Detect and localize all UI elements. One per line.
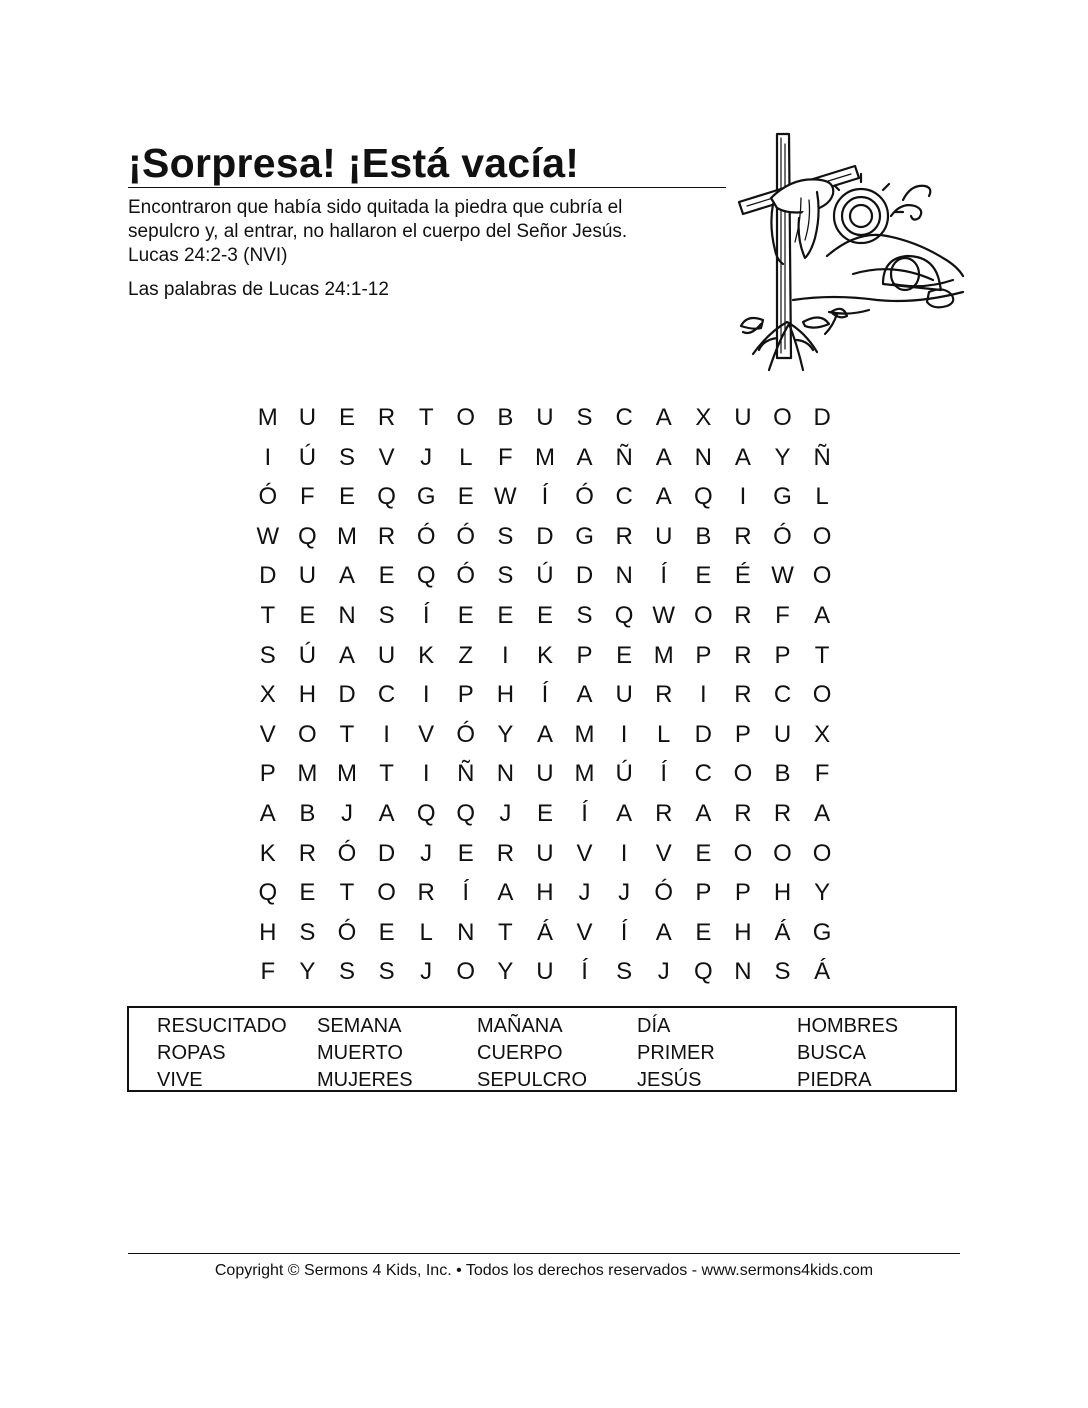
- grid-letter: D: [694, 720, 712, 748]
- grid-letter: H: [259, 918, 277, 946]
- grid-letter: Q: [416, 799, 436, 827]
- grid-letter: X: [695, 404, 712, 431]
- grid-letter: J: [420, 958, 433, 986]
- grid-letter: L: [419, 918, 433, 946]
- grid-letter: C: [694, 760, 712, 788]
- grid-letter: L: [459, 443, 473, 471]
- grid-letter: U: [377, 641, 396, 669]
- grid-letter: N: [338, 601, 356, 629]
- word-list-item: HOMBRES: [797, 1015, 899, 1037]
- cross-and-tomb-illustration: [733, 124, 965, 374]
- grid-letter: P: [259, 760, 276, 788]
- word-list-item: MUJERES: [317, 1069, 413, 1091]
- grid-letter: T: [498, 918, 513, 946]
- grid-letter: U: [298, 562, 317, 590]
- grid-letter: E: [695, 918, 712, 946]
- sun-icon: [833, 174, 903, 243]
- grid-letter: R: [417, 879, 435, 907]
- grid-letter: A: [378, 799, 395, 827]
- grid-letter: Q: [693, 483, 713, 511]
- grid-letter: V: [576, 839, 593, 867]
- word-list-item: DÍA: [637, 1015, 671, 1037]
- grid-letter: R: [655, 799, 673, 827]
- grid-letter: Q: [377, 483, 396, 511]
- grid-row: [248, 438, 848, 478]
- grid-letter: A: [576, 443, 593, 471]
- grid-letter: E: [695, 562, 712, 590]
- word-list-item: ROPAS: [157, 1042, 226, 1064]
- grid-row: [248, 398, 848, 438]
- grid-letter: A: [259, 799, 276, 827]
- grid-letter: K: [418, 641, 435, 669]
- grid-letter: E: [338, 404, 355, 431]
- grid-letter: R: [496, 839, 515, 867]
- grid-letter: Q: [693, 958, 713, 986]
- grid-letter: R: [734, 641, 752, 669]
- grid-letter: E: [378, 918, 395, 946]
- grid-letter: Í: [660, 760, 668, 788]
- grid-letter: C: [615, 483, 633, 511]
- grid-letter: E: [457, 601, 474, 629]
- grid-letter: Q: [456, 799, 476, 827]
- grid-letter: B: [695, 522, 712, 550]
- word-list-item: MUERTO: [317, 1042, 403, 1064]
- grid-letter: P: [576, 641, 593, 669]
- grid-letter: A: [734, 443, 751, 471]
- grid-letter: Í: [581, 958, 588, 986]
- grid-letter: Í: [620, 918, 628, 946]
- grid-letter: S: [497, 562, 514, 590]
- verse-line: Encontraron que había sido quitada la piedra que cubría el: [128, 197, 623, 218]
- grid-letter: E: [695, 839, 712, 867]
- grid-letter: V: [655, 839, 672, 867]
- grid-letter: T: [339, 879, 355, 907]
- grid-letter: O: [773, 839, 792, 867]
- grid-letter: U: [773, 720, 792, 748]
- grid-letter: Á: [536, 918, 553, 946]
- grid-letter: S: [299, 918, 316, 946]
- word-list-item: BUSCA: [797, 1042, 866, 1064]
- grid-letter: Ó: [456, 720, 476, 748]
- grid-letter: D: [575, 562, 594, 590]
- grid-letter: J: [578, 879, 591, 907]
- grid-letter: M: [574, 760, 595, 788]
- grid-letter: Ú: [298, 443, 317, 471]
- passage-subtitle: Las palabras de Lucas 24:1-12: [128, 279, 389, 300]
- grid-letter: Ó: [456, 562, 476, 590]
- grid-letter: I: [264, 443, 272, 471]
- grid-row: [248, 477, 848, 517]
- grid-letter: G: [812, 918, 832, 946]
- grid-letter: O: [693, 601, 713, 629]
- grid-letter: A: [814, 601, 831, 629]
- grid-letter: Y: [497, 720, 514, 748]
- word-list-column: [317, 1013, 477, 1094]
- grid-letter: A: [655, 443, 672, 471]
- grid-letter: V: [259, 720, 276, 748]
- grid-letter: F: [498, 443, 513, 471]
- grid-letter: C: [377, 681, 396, 709]
- grid-letter: Ó: [773, 522, 792, 550]
- grid-letter: O: [298, 720, 317, 748]
- grid-row: [248, 596, 848, 636]
- grid-letter: S: [616, 958, 633, 986]
- word-list-item: JESÚS: [637, 1069, 702, 1091]
- grid-row: [248, 834, 848, 874]
- grid-letter: Q: [258, 879, 278, 907]
- grid-letter: Y: [299, 958, 316, 986]
- grid-letter: Ú: [298, 641, 317, 669]
- grid-letter: G: [773, 483, 792, 511]
- grid-letter: E: [536, 799, 553, 827]
- grid-letter: M: [257, 404, 278, 431]
- grid-row: [248, 754, 848, 794]
- grid-letter: U: [536, 839, 554, 867]
- grid-letter: I: [620, 720, 628, 748]
- grid-letter: Z: [458, 641, 474, 669]
- grid-letter: A: [616, 799, 633, 827]
- grid-letter: T: [379, 760, 394, 788]
- word-list-item: MAÑANA: [477, 1015, 563, 1037]
- grid-letter: D: [377, 839, 396, 867]
- grid-letter: E: [616, 641, 633, 669]
- grid-letter: Ñ: [615, 443, 633, 471]
- grid-row: [248, 636, 848, 676]
- grid-row: [248, 794, 848, 834]
- grid-letter: N: [694, 443, 712, 471]
- word-list-box: [127, 1006, 957, 1092]
- grid-letter: T: [814, 641, 830, 669]
- grid-letter: W: [256, 522, 280, 550]
- grid-letter: D: [536, 522, 554, 550]
- grid-letter: F: [300, 483, 315, 511]
- grid-letter: H: [298, 681, 317, 709]
- grid-letter: E: [299, 601, 316, 629]
- grid-row: [248, 556, 848, 596]
- grid-letter: I: [699, 681, 707, 709]
- grid-letter: A: [655, 918, 672, 946]
- word-list-column: [637, 1013, 797, 1094]
- grid-letter: T: [339, 720, 355, 748]
- grid-letter: C: [615, 404, 633, 431]
- word-list-item: PIEDRA: [797, 1069, 872, 1091]
- grid-letter: I: [383, 720, 390, 748]
- grid-letter: Ñ: [457, 760, 475, 788]
- title-underline: [128, 187, 726, 188]
- grid-letter: A: [576, 681, 593, 709]
- grid-letter: Í: [541, 483, 549, 511]
- word-search-grid: [248, 398, 848, 992]
- verse-line: sepulcro y, al entrar, no hallaron el cuerpo del Señor Jesús.: [128, 221, 628, 242]
- grid-letter: J: [420, 839, 433, 867]
- grid-letter: U: [615, 681, 633, 709]
- grid-letter: D: [259, 562, 277, 590]
- grid-letter: R: [734, 522, 752, 550]
- grid-letter: U: [536, 958, 554, 986]
- grid-letter: O: [812, 839, 832, 867]
- grid-row: [248, 913, 848, 953]
- grid-letter: G: [416, 483, 436, 511]
- grid-letter: Í: [581, 799, 588, 827]
- grid-letter: R: [734, 601, 752, 629]
- grid-letter: Ó: [416, 522, 436, 550]
- grid-letter: W: [771, 562, 794, 590]
- grid-letter: R: [377, 404, 396, 431]
- grid-letter: S: [338, 443, 355, 471]
- grid-letter: O: [812, 562, 832, 590]
- grid-letter: M: [297, 760, 318, 788]
- grid-letter: M: [534, 443, 555, 471]
- grid-letter: Q: [614, 601, 634, 629]
- grid-letter: R: [773, 799, 792, 827]
- grid-letter: H: [734, 918, 752, 946]
- page-title: ¡Sorpresa! ¡Está vacía!: [128, 140, 580, 186]
- grid-letter: Á: [774, 918, 791, 946]
- grid-letter: S: [378, 958, 395, 986]
- grid-letter: S: [576, 601, 593, 629]
- grid-letter: Ó: [456, 522, 476, 550]
- grid-letter: B: [497, 404, 514, 431]
- grid-letter: C: [773, 681, 792, 709]
- grid-letter: I: [502, 641, 509, 669]
- grid-letter: P: [457, 681, 474, 709]
- grid-letter: M: [653, 641, 674, 669]
- grid-letter: R: [734, 681, 752, 709]
- grid-letter: Q: [416, 562, 436, 590]
- grid-letter: E: [536, 601, 553, 629]
- grid-letter: X: [814, 720, 831, 748]
- grid-letter: D: [338, 681, 356, 709]
- grid-letter: Ó: [258, 483, 278, 511]
- grid-letter: Ó: [337, 839, 357, 867]
- grid-letter: D: [813, 404, 831, 431]
- grid-letter: R: [298, 839, 317, 867]
- grid-row: [248, 715, 848, 755]
- grid-letter: L: [657, 720, 671, 748]
- grid-letter: R: [377, 522, 396, 550]
- grid-letter: Y: [497, 958, 514, 986]
- grid-letter: U: [298, 404, 317, 431]
- grid-letter: Ñ: [813, 443, 831, 471]
- grid-letter: E: [457, 839, 474, 867]
- word-list-item: RESUCITADO: [157, 1015, 287, 1037]
- grid-letter: O: [733, 839, 753, 867]
- grid-letter: O: [456, 958, 476, 986]
- grid-letter: Ó: [575, 483, 594, 511]
- grid-letter: E: [457, 483, 474, 511]
- grid-letter: B: [299, 799, 316, 827]
- footer-divider: [128, 1253, 960, 1254]
- grid-letter: K: [536, 641, 553, 669]
- grid-letter: Í: [422, 601, 430, 629]
- grid-letter: H: [536, 879, 554, 907]
- grid-letter: S: [774, 958, 791, 986]
- grid-row: [248, 952, 848, 992]
- grid-letter: S: [338, 958, 355, 986]
- grid-letter: A: [814, 799, 831, 827]
- grid-letter: P: [695, 879, 712, 907]
- grid-letter: V: [576, 918, 593, 946]
- grid-letter: Y: [774, 443, 791, 471]
- grid-letter: F: [775, 601, 790, 629]
- grid-letter: O: [377, 879, 396, 907]
- lily-flowers-icon: [741, 309, 847, 370]
- grid-letter: S: [576, 404, 593, 431]
- word-list-column: [477, 1013, 637, 1094]
- grid-letter: J: [420, 443, 433, 471]
- grid-letter: Q: [298, 522, 317, 550]
- verse-reference: Lucas 24:2-3 (NVI): [128, 245, 288, 266]
- grid-letter: É: [734, 562, 751, 590]
- grid-letter: B: [774, 760, 791, 788]
- grid-letter: K: [259, 839, 276, 867]
- bible-verse: [128, 196, 718, 268]
- grid-letter: Ú: [536, 562, 554, 590]
- grid-letter: Ó: [654, 879, 674, 907]
- grid-letter: F: [260, 958, 276, 986]
- grid-letter: V: [418, 720, 435, 748]
- grid-letter: O: [812, 681, 832, 709]
- grid-letter: I: [422, 760, 430, 788]
- grid-letter: W: [494, 483, 517, 511]
- grid-letter: S: [497, 522, 514, 550]
- word-list-item: SEMANA: [317, 1015, 402, 1037]
- grid-letter: N: [615, 562, 633, 590]
- grid-letter: U: [536, 404, 554, 431]
- grid-letter: E: [299, 879, 316, 907]
- grid-letter: J: [618, 879, 631, 907]
- grid-letter: T: [260, 601, 276, 629]
- grid-letter: I: [422, 681, 430, 709]
- grid-row: [248, 675, 848, 715]
- grid-letter: M: [336, 760, 357, 788]
- grid-letter: Ó: [337, 918, 357, 946]
- grid-letter: E: [497, 601, 514, 629]
- grid-letter: A: [655, 483, 672, 511]
- grid-letter: M: [574, 720, 595, 748]
- word-list-item: VIVE: [157, 1069, 203, 1091]
- grid-letter: Y: [814, 879, 831, 907]
- grid-letter: P: [734, 879, 751, 907]
- grid-letter: O: [733, 760, 753, 788]
- grid-letter: U: [536, 760, 554, 788]
- grid-letter: N: [457, 918, 475, 946]
- grid-letter: W: [652, 601, 676, 629]
- grid-letter: O: [456, 404, 476, 431]
- grid-letter: F: [814, 760, 830, 788]
- grid-letter: J: [340, 799, 353, 827]
- grid-letter: U: [734, 404, 752, 431]
- word-list-item: PRIMER: [637, 1042, 715, 1064]
- word-list-column: [157, 1013, 317, 1094]
- grid-letter: H: [496, 681, 515, 709]
- grid-letter: P: [774, 641, 791, 669]
- grid-letter: G: [575, 522, 594, 550]
- grid-letter: A: [497, 879, 514, 907]
- grid-letter: Í: [541, 681, 549, 709]
- grid-row: [248, 873, 848, 913]
- grid-letter: I: [620, 839, 628, 867]
- grid-letter: T: [418, 404, 434, 431]
- grid-letter: J: [657, 958, 670, 986]
- grid-letter: O: [812, 522, 832, 550]
- grid-letter: Ú: [615, 760, 633, 788]
- word-list-column: [797, 1013, 957, 1094]
- word-list-item: SEPULCRO: [477, 1069, 588, 1091]
- grid-letter: H: [773, 879, 792, 907]
- grid-letter: A: [338, 641, 355, 669]
- grid-letter: U: [655, 522, 673, 550]
- grid-letter: V: [378, 443, 395, 471]
- grid-letter: A: [338, 562, 355, 590]
- copyright-footer: Copyright © Sermons 4 Kids, Inc. • Todos los derechos reservados - www.sermons4kids.com: [214, 1262, 874, 1279]
- grid-letter: N: [496, 760, 515, 788]
- grid-letter: P: [734, 720, 751, 748]
- word-list: [157, 1013, 957, 1094]
- grid-letter: N: [734, 958, 752, 986]
- grid-letter: A: [695, 799, 712, 827]
- grid-letter: O: [773, 404, 792, 431]
- grid-row: [248, 517, 848, 557]
- grid-letter: A: [536, 720, 553, 748]
- grid-letter: P: [695, 641, 712, 669]
- grid-letter: R: [615, 522, 633, 550]
- grid-letter: Á: [814, 958, 831, 986]
- grid-letter: I: [739, 483, 747, 511]
- grid-letter: X: [259, 681, 276, 709]
- grid-letter: S: [259, 641, 276, 669]
- grid-letter: J: [499, 799, 512, 827]
- grid-letter: E: [338, 483, 355, 511]
- grid-letter: R: [655, 681, 673, 709]
- grid-letter: L: [815, 483, 829, 511]
- grid-letter: S: [378, 601, 395, 629]
- grid-letter: M: [336, 522, 357, 550]
- grid-letter: Í: [462, 879, 470, 907]
- grid-letter: R: [734, 799, 752, 827]
- grid-letter: Í: [660, 562, 668, 590]
- grid-letter: E: [378, 562, 395, 590]
- grid-letter: A: [655, 404, 672, 431]
- word-list-item: CUERPO: [477, 1042, 563, 1064]
